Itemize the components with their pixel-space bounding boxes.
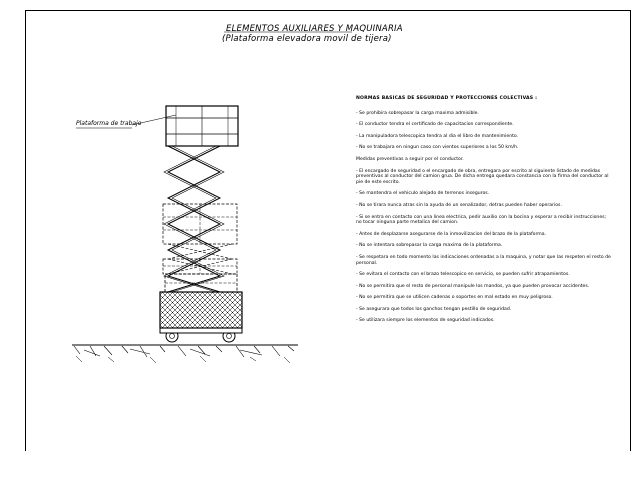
safety-note: - No se tirara nunca atras sin la ayuda de un senalizador, detras pueden haber operarios. <box>356 202 562 208</box>
safety-note: - Se mantendra el vehiculo alejado de terrenos inseguros. <box>356 191 490 197</box>
safety-note: - Se utilizara siempre los elementos de seguridad indicados. <box>356 318 495 324</box>
safety-note: - No se trabajara en ningun caso con vientos superiores a los 50 km/h. <box>356 145 519 151</box>
safety-note: - El encargado de seguridad o el encargado de obra, entregara por escrito al siguiente listado de medidas preventivas al conductor del camion grua. De dicha entrega quedara constancia con la firma del conductor al pie de este escrito. <box>356 168 609 185</box>
safety-note: - Se asegurara que todos los ganchos tengan pestillo de seguridad. <box>356 306 512 312</box>
working-platform <box>166 106 238 146</box>
safety-notes-heading: NORMAS BASICAS DE SEGURIDAD Y PROTECCIONES COLECTIVAS : <box>356 96 538 101</box>
safety-note: - No se permitira que se utilicen cadenas o soportes en mal estado en muy peligroso. <box>356 295 553 301</box>
safety-note: - Se respetara en todo momento las indicaciones ordenadas a la maquina, y notar que las respeten el resto de personal. <box>356 254 611 266</box>
ghost-platform-mid <box>163 204 237 244</box>
safety-note: - Si se entra en contacto con una linea electrica, pedir auxilio con la bocina y esperar a recibir instrucciones; no tocar ninguna parte metalica del camion. <box>356 214 607 226</box>
safety-note: - La manipuladora telescopica tendra al dia el libro de mantenimiento. <box>356 133 519 139</box>
ground <box>72 345 298 363</box>
safety-note: - Antes de desplazarse asegurarse de la inmovilizacion del brazo de la plataforma. <box>356 231 547 237</box>
drawing-title: ELEMENTOS AUXILIARES Y MAQUINARIA <box>226 24 403 34</box>
safety-note: - No se permitira que el resto de personal manipule los mandos, ya que pueden provocar accidentes. <box>356 283 590 289</box>
safety-notes <box>356 96 612 330</box>
scissor-arms <box>164 146 224 292</box>
safety-note: - El conductor tendra el certificado de capacitacion correspondiente. <box>356 122 514 128</box>
sheet-bottom-strip <box>0 451 640 480</box>
platform-label: Plataforma de trabajo <box>76 120 142 127</box>
safety-note: Medidas preventivas a seguir por el conductor. <box>356 156 464 162</box>
drawing-subtitle: (Plataforma elevadora movil de tijera) <box>222 34 392 44</box>
safety-note: - Se evitara el contacto con el brazo telescopico en servicio, se pueden sufrir atrapamientos. <box>356 272 570 278</box>
safety-note: - Se prohibira sobrepasar la carga maxima admisible. <box>356 110 479 116</box>
safety-note: - No se intentara sobrepasar la carga maxima de la plataforma. <box>356 243 503 249</box>
